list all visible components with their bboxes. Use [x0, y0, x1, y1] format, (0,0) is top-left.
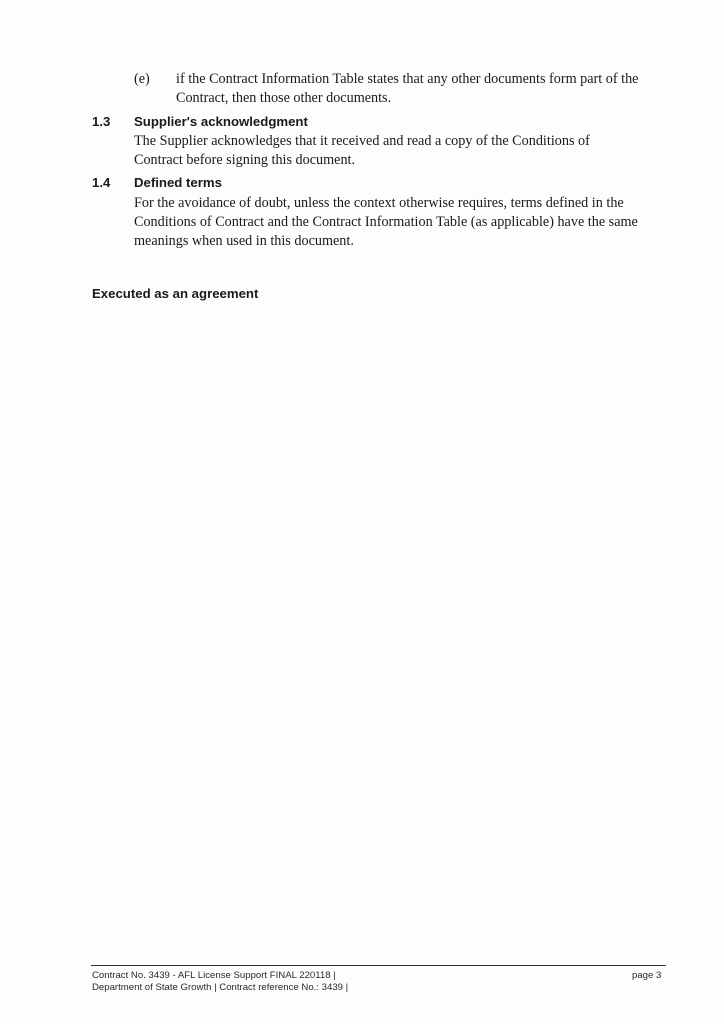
clause-number-1-3: 1.3 — [92, 114, 111, 129]
list-item-label: (e) — [134, 71, 150, 87]
clause-body-1-4: For the avoidance of doubt, unless the context otherwise requires, terms defined in the Conditions of Contract and the Contract Information Table (as applicable) have the same meanings when used in this document. — [134, 195, 638, 249]
page-number: page 3 — [632, 970, 662, 981]
footer-divider — [91, 965, 666, 966]
footer-line-1: Contract No. 3439 - AFL License Support FINAL 220118 | — [92, 970, 336, 981]
footer-line-2: Department of State Growth | Contract reference No.: 3439 | — [92, 982, 349, 993]
clause-body-1-3: The Supplier acknowledges that it received and read a copy of the Conditions of Contract before signing this document. — [134, 133, 590, 168]
clause-heading-1-4: Defined terms — [134, 175, 222, 190]
clause-number-1-4: 1.4 — [92, 175, 111, 190]
execution-heading: Executed as an agreement — [92, 286, 259, 301]
list-item-text: if the Contract Information Table states that any other documents form part of the Contract, then those other documents. — [176, 71, 639, 106]
clause-heading-1-3: Supplier's acknowledgment — [134, 114, 308, 129]
